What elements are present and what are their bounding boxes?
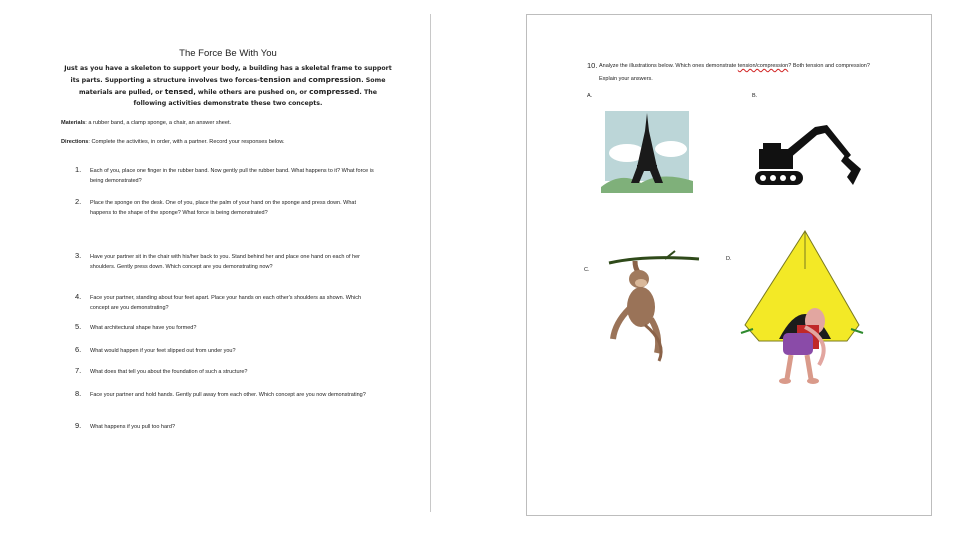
- intro-sentence-2: Supporting a structure involves two forces-: [104, 77, 260, 84]
- question-text: Have your partner sit in the chair with his/her back to you. Stand behind her and place one hand on each of her shoulders. Gently press down. Which concept are you demonstrating now?: [90, 254, 360, 270]
- question-text: Face your partner, standing about four feet apart. Place your hands on each other's shoulders as shown. Which concept are you demonstrating?: [90, 295, 362, 311]
- intro-paragraph: [58, 63, 398, 109]
- question-number: 10.: [587, 61, 598, 70]
- excavator-image: [753, 119, 863, 191]
- term-compressed: compressed: [309, 87, 360, 96]
- question-2: [75, 198, 375, 218]
- question-number: 3.: [75, 251, 82, 260]
- right-page: [526, 14, 932, 516]
- question-8: [75, 390, 375, 400]
- tent-with-people-image: [739, 229, 869, 385]
- term-tension: tension: [259, 75, 291, 84]
- materials-text: : a rubber band, a clamp sponge, a chair, an answer sheet.: [85, 120, 232, 126]
- question-text: What does that tell you about the foundation of such a structure?: [90, 369, 248, 375]
- question-text: What would happen if your feet slipped out from under you?: [90, 348, 236, 354]
- question-number: 6.: [75, 345, 82, 354]
- label-c: C.: [584, 267, 590, 273]
- worksheet-title: The Force Be With You: [179, 48, 277, 59]
- directions-line: [61, 139, 285, 145]
- question-6: [75, 346, 375, 356]
- question-number: 8.: [75, 389, 82, 398]
- question-number: 4.: [75, 292, 82, 301]
- monkey-on-branch-image: [605, 249, 701, 363]
- question-4: [75, 293, 375, 313]
- question-text: What architectural shape have you formed?: [90, 325, 197, 331]
- question-text: [599, 60, 887, 86]
- question-text: Each of you, place one finger in the rubber band. Now gently pull the rubber band. What happens to it? What force is being demonstrated?: [90, 168, 374, 184]
- page-divider: [430, 14, 431, 512]
- q10-spellcheck-word: tension/compression: [737, 63, 789, 69]
- materials-line: [61, 120, 231, 126]
- q10-text-part-c: ? Both tension and compression? Explain your answers.: [599, 63, 870, 82]
- left-page: [58, 48, 398, 109]
- question-number: 2.: [75, 197, 82, 206]
- question-5: [75, 323, 375, 333]
- question-3: [75, 252, 375, 272]
- intro-sentence-5: . The following activities demonstrate these two concepts.: [133, 89, 378, 107]
- question-number: 9.: [75, 421, 82, 430]
- term-tensed: tensed: [164, 87, 194, 96]
- question-number: 7.: [75, 366, 82, 375]
- question-number: 1.: [75, 165, 82, 174]
- label-b: B.: [752, 93, 758, 99]
- materials-label: Materials: [61, 120, 86, 126]
- label-a: A.: [587, 93, 593, 99]
- q10-text-part-a: Analyze the illustrations below. Which ones demonstrate: [599, 63, 738, 69]
- intro-sentence-4: , while others are pushed on, or: [193, 89, 310, 96]
- intro-sentence-3: . Some materials are pulled, or: [78, 77, 386, 96]
- directions-text: : Complete the activities, in order, with a partner. Record your responses below.: [88, 139, 285, 145]
- question-7: [75, 367, 375, 377]
- eiffel-tower-image: [601, 109, 693, 199]
- label-d: D.: [726, 256, 732, 262]
- question-text: Face your partner and hold hands. Gently pull away from each other. Which concept are you now demonstrating?: [90, 392, 366, 398]
- term-compression: compression: [308, 75, 362, 84]
- intro-sentence-1: Just as you have a skeleton to support your body, a building has a skeletal frame to support its parts.: [64, 65, 392, 84]
- question-1: [75, 166, 375, 186]
- question-text: What happens if you pull too hard?: [90, 424, 176, 430]
- question-number: 5.: [75, 322, 82, 331]
- intro-and: and: [290, 77, 309, 84]
- question-text: Place the sponge on the desk. One of you, place the palm of your hand on the sponge and press down. What happens to the shape of the sponge? What force is being demonstrated?: [90, 200, 357, 216]
- question-9: [75, 422, 375, 432]
- directions-label: Directions: [61, 139, 89, 145]
- question-10: [587, 60, 887, 86]
